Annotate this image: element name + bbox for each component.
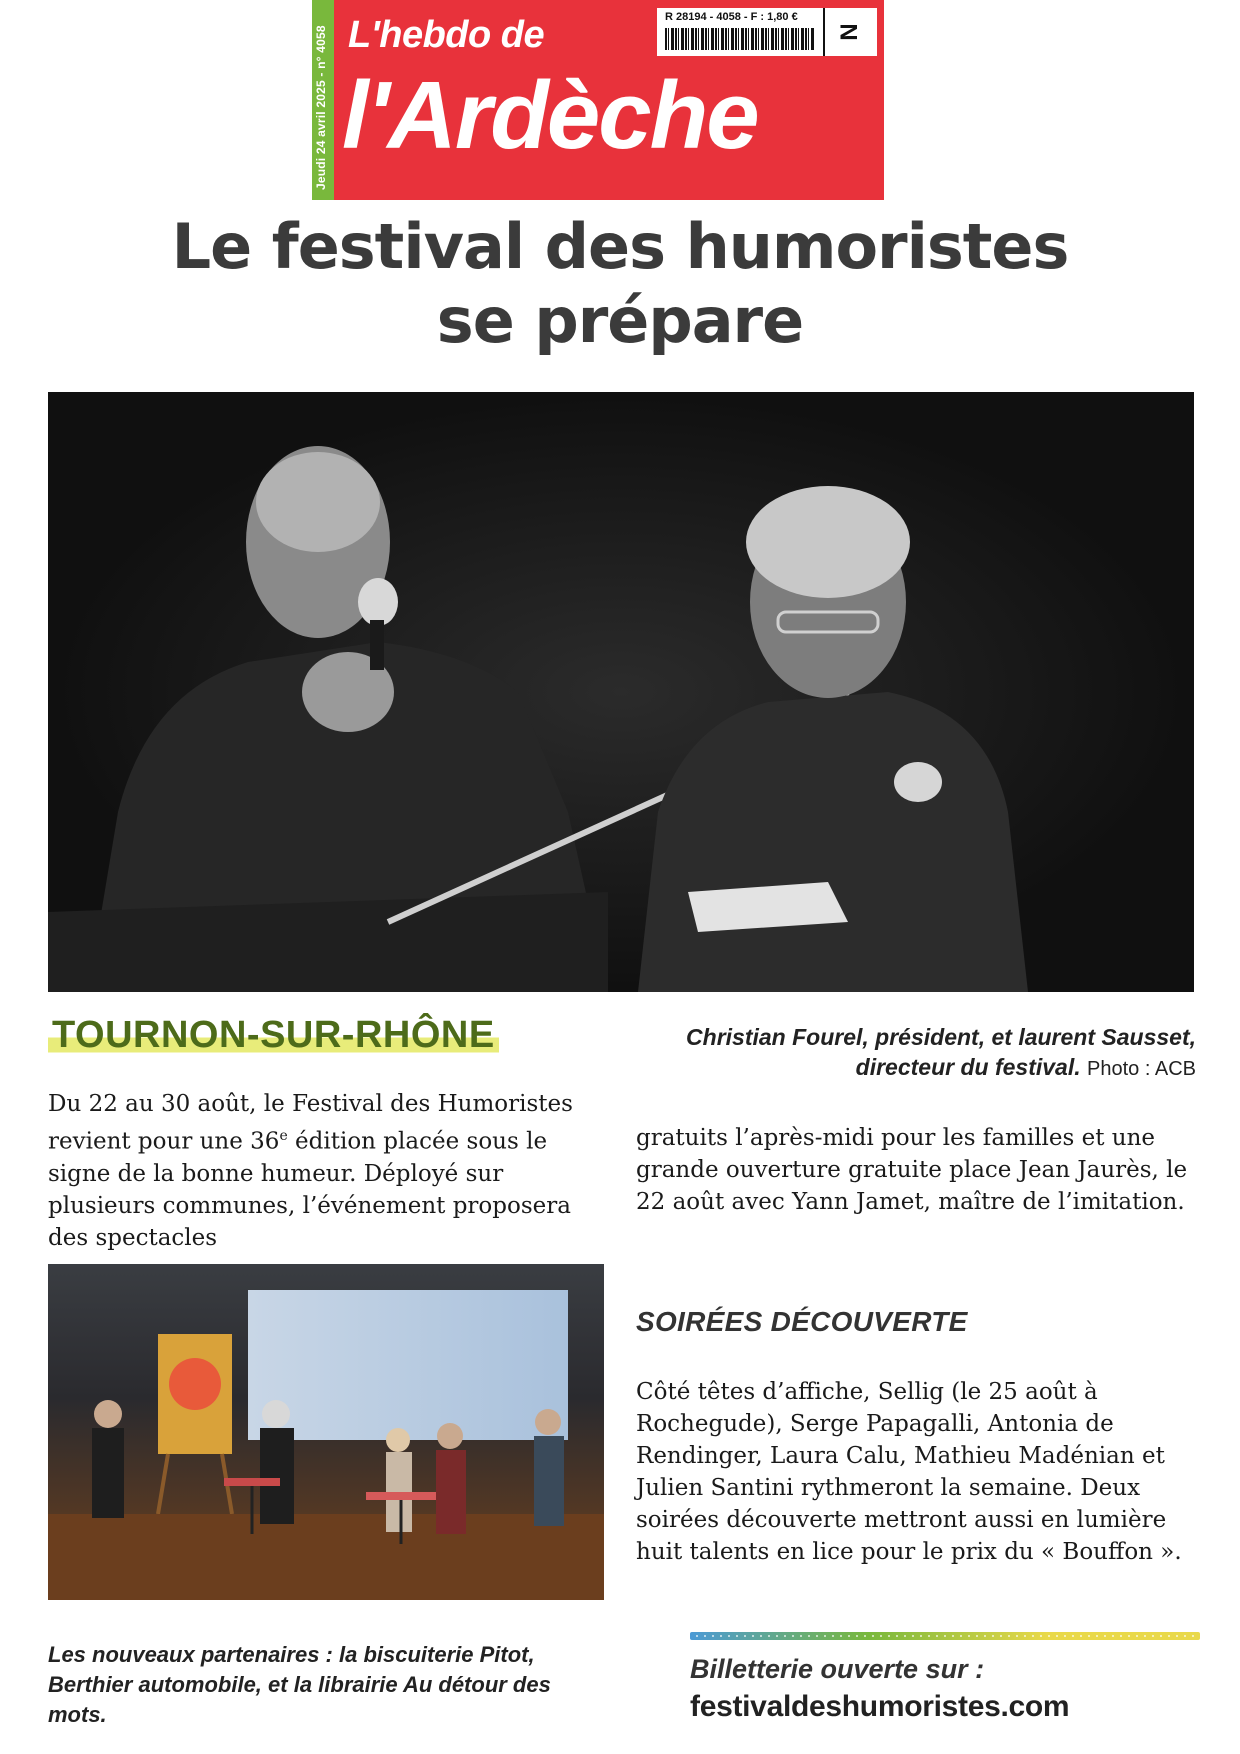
paragraph-intro [48, 1088, 604, 1254]
paragraph-headliners: Côté têtes d’affiche, Sellig (le 25 août à Rochegude), Serge Papagalli, Antonia de Rendinger, Laura Calu, Mathieu Madénian et Julien Santini rythmeront la semaine. Deux soirées découverte mettront aussi en lumière huit talents en lice pour le prix du « Bouffon ». [636, 1379, 1182, 1565]
main-photo [48, 392, 1194, 992]
main-photo-caption [640, 1022, 1196, 1084]
partners-photo [48, 1264, 604, 1600]
main-photo-caption-text: Christian Fourel, président, et laurent Sausset, directeur du festival. [686, 1024, 1196, 1080]
edition-letter: N [834, 23, 862, 41]
partners-photo-illustration [48, 1264, 604, 1600]
main-photo-illustration [48, 392, 1194, 992]
ticketing-divider [690, 1632, 1200, 1640]
paragraph-intro-part2: édition placée sous le signe de la bonne humeur. Déployé sur plusieurs communes, l’événement proposera des spectacles [48, 1128, 571, 1251]
paragraph-intro-part1: Du 22 au 30 août, le Festival des Humoristes revient pour une 36 [48, 1091, 573, 1155]
headline-line2: se prépare [436, 284, 804, 357]
barcode-box [657, 8, 877, 56]
location-heading: TOURNON-SUR-RHÔNE [48, 1014, 499, 1057]
article-headline [60, 210, 1180, 358]
masthead-date: Jeudi 24 avril 2025 - n° 4058 [314, 25, 328, 190]
barcode-text: R 28194 - 4058 - F : 1,80 € [665, 11, 798, 23]
barcode-separator [823, 8, 825, 56]
paragraph-intro-continued: gratuits l’après-midi pour les familles et une grande ouverture gratuite place Jean Jaurès, le 22 août avec Yann Jamet, maître de l’imitation. [636, 1125, 1188, 1215]
headline-line1: Le festival des humoristes [171, 210, 1069, 283]
subheading-soirees: SOIRÉES DÉCOUVERTE [636, 1306, 968, 1337]
partners-photo-caption: Les nouveaux partenaires : la biscuiterie Pitot, Berthier automobile, et la librairie Au détour des mots. [48, 1642, 551, 1727]
photo-credit: Photo : ACB [1087, 1058, 1196, 1080]
paragraph-intro-superscript: e [279, 1128, 288, 1144]
masthead-title-line1: L'hebdo de [348, 14, 545, 56]
barcode-icon [665, 28, 815, 50]
ticketing-url[interactable]: festivaldeshumoristes.com [690, 1690, 1070, 1723]
masthead-title-line2: l'Ardèche [342, 62, 758, 169]
ticketing-label: Billetterie ouverte sur : [690, 1654, 985, 1684]
masthead [312, 0, 884, 200]
